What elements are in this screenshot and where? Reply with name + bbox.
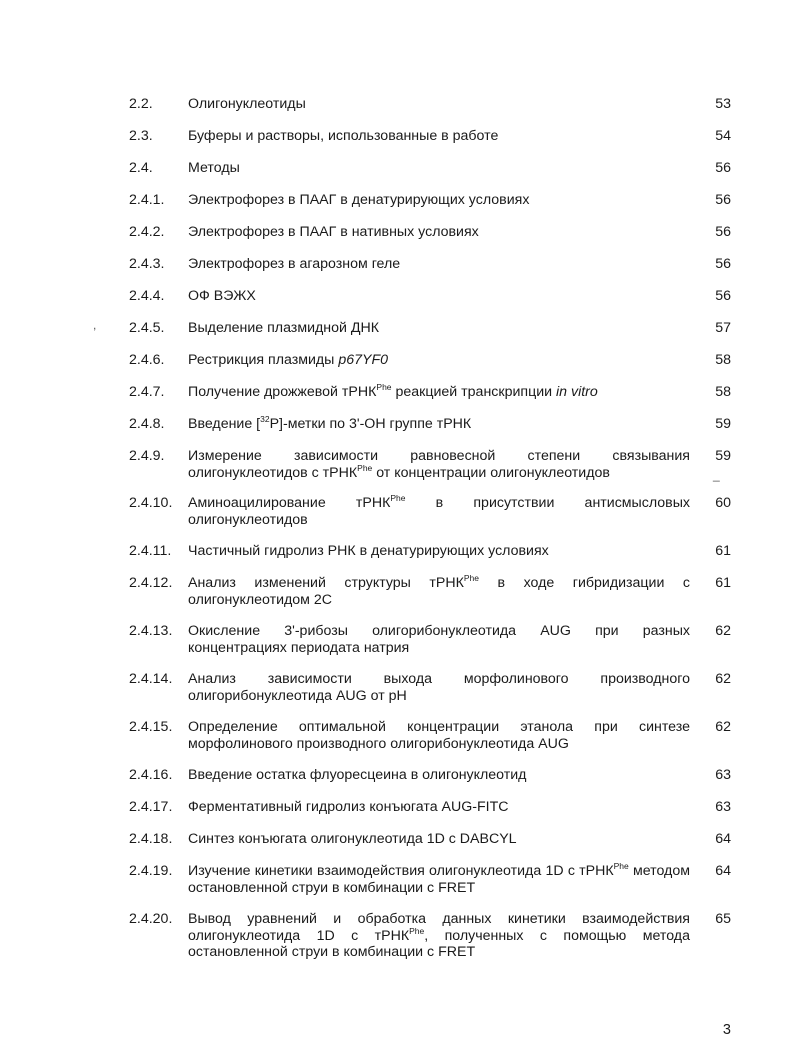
toc-entry-page: 61: [715, 575, 731, 591]
toc-entry-title: [188, 256, 690, 273]
title-text: Введение [: [188, 416, 261, 432]
title-text: Определение оптимальной концентрации этанола при синтезе морфолинового производного олигорибонуклеотида AUG: [188, 719, 690, 752]
toc-entry-page: 56: [715, 288, 731, 304]
title-text: Анализ изменений структуры тРНК: [188, 575, 464, 591]
scan-mark: _: [713, 468, 720, 482]
title-text: Методы: [188, 160, 240, 176]
toc-entry-page: 56: [715, 192, 731, 208]
superscript: Phe: [390, 493, 406, 503]
toc-entry-page: 58: [715, 384, 731, 400]
toc-entry-title: [188, 416, 690, 433]
toc-entry-title: [188, 288, 690, 305]
toc-entry-number: 2.4.13.: [129, 623, 173, 639]
toc-entry-page: 65: [715, 911, 731, 927]
superscript: Phe: [357, 462, 373, 473]
toc-entry-title: [188, 448, 690, 481]
superscript: Phe: [463, 573, 479, 583]
title-text: реакцией транскрипции: [391, 384, 556, 400]
toc-entry-page: 63: [715, 767, 731, 783]
toc-entry-title: [188, 911, 690, 961]
toc-entry-number: 2.4.3.: [129, 256, 165, 272]
toc-entry-title: [188, 224, 690, 241]
title-text: Изучение кинетики взаимодействия олигонуклеотида 1D с тРНК: [188, 863, 614, 879]
toc-entry-page: 58: [715, 352, 731, 368]
toc-entry-number: 2.4.18.: [129, 831, 173, 847]
toc-entry-page: 62: [715, 671, 731, 687]
toc-entry-number: 2.4.4.: [129, 288, 165, 304]
superscript: Phe: [376, 382, 392, 392]
toc-entry-title: [188, 767, 690, 784]
toc-entry-page: 59: [715, 448, 731, 464]
title-text: ОФ ВЭЖХ: [188, 288, 256, 304]
toc-entry-number: 2.4.10.: [129, 495, 173, 511]
title-text: Частичный гидролиз РНК в денатурирующих условиях: [188, 543, 549, 559]
title-text: Аминоацилирование тРНК: [188, 495, 391, 511]
superscript: 32: [260, 414, 270, 424]
toc-entry-title: [188, 495, 690, 528]
superscript: Phe: [409, 925, 425, 936]
title-text: в ходе гибридизации с олигонуклеотидом 2С: [188, 575, 690, 608]
toc-entry-title: [188, 192, 690, 209]
title-text: Выделение плазмидной ДНК: [188, 320, 379, 336]
title-text: Электрофорез в ПААГ в денатурирующих условиях: [188, 192, 530, 208]
toc-entry-number: 2.2.: [129, 96, 153, 112]
toc-entry-number: 2.4.5.: [129, 320, 165, 336]
title-text: от концентрации олигонуклеотидов: [372, 464, 610, 481]
toc-entry-page: 56: [715, 224, 731, 240]
toc-entry-title: [188, 719, 690, 752]
toc-entry-number: 2.4.17.: [129, 799, 173, 815]
title-text: Ферментативный гидролиз конъюгата AUG-FITC: [188, 799, 509, 815]
title-text: Анализ зависимости выхода морфолинового производного олигорибонуклеотида AUG от pH: [188, 671, 690, 704]
title-text: Вывод уравнений и обработка данных кинетики взаимодействия олигонуклеотида 1D с тРНК: [188, 911, 690, 944]
toc-entry-page: 54: [715, 128, 731, 144]
toc-entry-page: 56: [715, 160, 731, 176]
toc-entry-number: 2.4.8.: [129, 416, 165, 432]
title-text: Введение остатка флуоресцеина в олигонуклеотид: [188, 767, 527, 783]
toc-entry-page: 63: [715, 799, 731, 815]
toc-entry-page: 61: [715, 543, 731, 559]
title-text: методом остановленной струи в комбинации с FRET: [188, 863, 690, 896]
title-text: Буферы и растворы, использованные в работе: [188, 128, 499, 144]
title-text: Олигонуклеотиды: [188, 96, 306, 112]
toc-entry-title: [188, 352, 690, 369]
title-text: Электрофорез в ПААГ в нативных условиях: [188, 224, 479, 240]
toc-entry-page: 62: [715, 719, 731, 735]
scan-mark: ,: [93, 318, 97, 332]
toc-entry-number: 2.4.2.: [129, 224, 165, 240]
toc-entry-number: 2.3.: [129, 128, 153, 144]
toc-entry-number: 2.4.11.: [129, 543, 172, 559]
toc-entry-title: [188, 384, 690, 401]
toc-entry-page: 59: [715, 416, 731, 432]
title-text: Электрофорез в агарозном геле: [188, 256, 401, 272]
toc-entry-page: 57: [715, 320, 731, 336]
title-text: p67YF0: [338, 352, 389, 368]
title-text: Синтез конъюгата олигонуклеотида 1D с DABCYL: [188, 831, 517, 847]
toc-entry-title: [188, 320, 690, 337]
title-text: in vitro: [556, 384, 598, 400]
toc-entry-title: [188, 831, 690, 848]
toc-entry-title: [188, 128, 690, 145]
toc-entry-number: 2.4.6.: [129, 352, 165, 368]
toc-entry-number: 2.4.7.: [129, 384, 165, 400]
title-text: Получение дрожжевой тРНК: [188, 384, 377, 400]
title-text: в присутствии антисмысловых олигонуклеотидов: [188, 495, 690, 528]
toc-entry-page: 53: [715, 96, 731, 112]
toc-entry-title: [188, 96, 690, 113]
toc-entry-number: 2.4.14.: [129, 671, 173, 687]
toc-entry-number: 2.4.1.: [129, 192, 165, 208]
toc-entry-title: [188, 160, 690, 177]
toc-entry-number: 2.4.19.: [129, 863, 173, 879]
toc-entry-page: 62: [715, 623, 731, 639]
toc-entry-number: 2.4.15.: [129, 719, 173, 735]
toc-entry-title: [188, 799, 690, 816]
toc-entry-number: 2.4.16.: [129, 767, 173, 783]
toc-entry-number: 2.4.9.: [129, 448, 165, 464]
toc-entry-title: [188, 623, 690, 656]
toc-entry-page: 64: [715, 863, 731, 879]
toc-entry-number: 2.4.: [129, 160, 153, 176]
toc-entry-number: 2.4.20.: [129, 911, 173, 927]
title-text: Измерение зависимости равновесной степени связывания олигонуклеотидов с тРНК: [188, 448, 690, 481]
toc-entry-page: 56: [715, 256, 731, 272]
title-text: Рестрикция плазмиды: [188, 352, 339, 368]
toc-entry-title: [188, 671, 690, 704]
title-text: Окисление 3'-рибозы олигорибонуклеотида AUG при разных концентрациях периодата натрия: [188, 623, 690, 656]
toc-entry-title: [188, 863, 690, 896]
page-number: 3: [722, 1022, 731, 1038]
toc-entry-number: 2.4.12.: [129, 575, 173, 591]
toc-entry-page: 60: [715, 495, 731, 511]
title-text: , полученных с помощью метода остановленной струи в комбинации с FRET: [188, 927, 690, 960]
toc-entry-page: 64: [715, 831, 731, 847]
title-text: P]-метки по 3'-ОН группе тРНК: [269, 416, 472, 432]
toc-entry-title: [188, 543, 690, 560]
toc-entry-title: [188, 575, 690, 608]
superscript: Phe: [613, 861, 629, 871]
